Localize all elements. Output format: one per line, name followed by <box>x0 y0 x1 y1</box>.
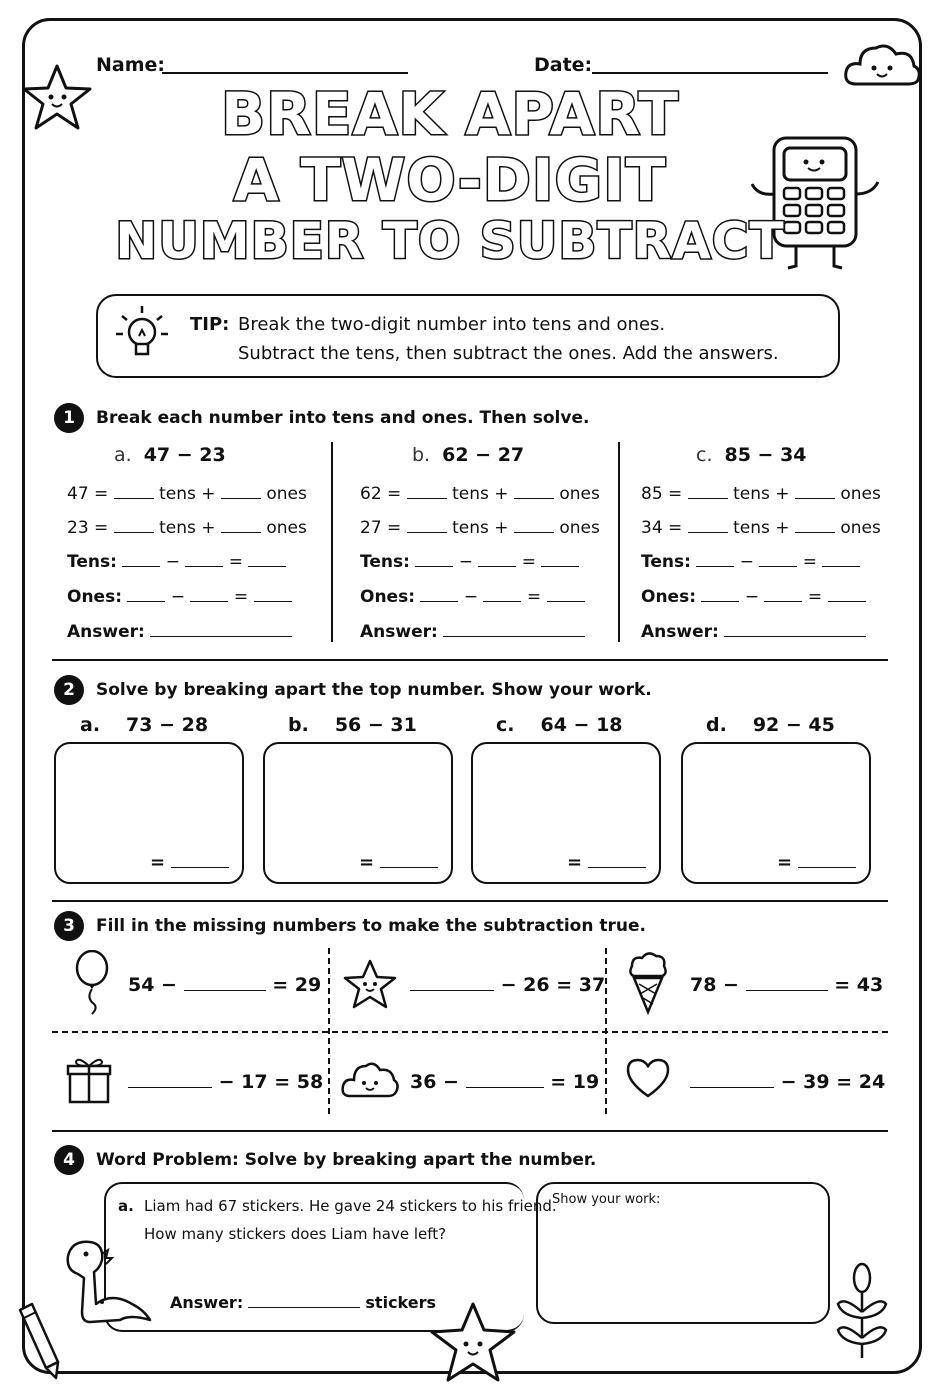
word-problem-answer-row: Answer: stickers <box>170 1293 437 1312</box>
section-4-title: Word Problem: Solve by breaking apart the number. <box>96 1150 597 1170</box>
gift-icon <box>66 1054 112 1104</box>
blank-field[interactable] <box>541 553 579 567</box>
blank-field[interactable] <box>407 485 447 499</box>
s1-a-tens-row: Tens: − = <box>67 552 286 572</box>
blank-field[interactable] <box>822 553 860 567</box>
show-work-box[interactable] <box>536 1182 830 1324</box>
blank-field[interactable] <box>746 977 828 991</box>
tip-line-1: Break the two-digit number into tens and ones. <box>238 314 666 335</box>
s2-work-box-b[interactable] <box>263 742 453 884</box>
blank-field[interactable] <box>688 485 728 499</box>
blank-field[interactable] <box>420 588 458 602</box>
blank-field[interactable] <box>795 485 835 499</box>
s3-item-3: 78 − = 43 <box>690 974 884 996</box>
blank-field[interactable] <box>221 485 261 499</box>
s2-equals: = <box>150 852 229 873</box>
s1-c-row-1: 85 = tens + ones <box>641 484 881 504</box>
s1-b-row-2: 27 = tens + ones <box>360 518 600 538</box>
blank-field[interactable] <box>122 553 160 567</box>
plant-icon <box>832 1262 892 1362</box>
blank-field[interactable] <box>114 519 154 533</box>
s1-a-row-2: 23 = tens + ones <box>67 518 307 538</box>
blank-field[interactable] <box>407 519 447 533</box>
blank-field[interactable] <box>696 553 734 567</box>
section-divider <box>52 1130 888 1132</box>
s1-problem-b-heading: b. 62 − 27 <box>412 444 525 466</box>
star-icon <box>342 958 398 1010</box>
blank-field[interactable] <box>185 553 223 567</box>
s3-item-2: − 26 = 37 <box>410 974 605 996</box>
name-field[interactable] <box>162 54 408 74</box>
blank-field[interactable] <box>190 588 228 602</box>
blank-field[interactable] <box>254 588 292 602</box>
answer-field[interactable] <box>588 854 646 868</box>
page-title <box>110 80 790 280</box>
section-2-badge: 2 <box>54 675 84 705</box>
blank-field[interactable] <box>410 977 494 991</box>
title-line-3: NUMBER TO SUBTRACT <box>115 212 785 270</box>
blank-field[interactable] <box>114 485 154 499</box>
tip-label: TIP: <box>190 314 230 335</box>
blank-field[interactable] <box>248 553 286 567</box>
section-4-badge: 4 <box>54 1145 84 1175</box>
blank-field[interactable] <box>483 588 521 602</box>
s1-c-ones-row: Ones: − = <box>641 587 866 607</box>
s2-equals: = <box>777 852 856 873</box>
s1-b-ones-row: Ones: − = <box>360 587 585 607</box>
s3-item-4: − 17 = 58 <box>128 1071 323 1093</box>
lightbulb-icon <box>114 304 170 368</box>
blank-field[interactable] <box>828 588 866 602</box>
blank-field[interactable] <box>478 553 516 567</box>
show-work-label: Show your work: <box>552 1192 661 1207</box>
date-field[interactable] <box>592 54 828 74</box>
answer-field[interactable] <box>380 854 438 868</box>
name-label: Name: <box>96 54 166 76</box>
section-1-title: Break each number into tens and ones. Then solve. <box>96 408 590 428</box>
blank-field[interactable] <box>128 1074 212 1088</box>
column-divider <box>331 442 333 642</box>
s2-problem-c-label: c. 64 − 18 <box>496 714 623 736</box>
section-divider <box>52 659 888 661</box>
blank-field[interactable] <box>221 519 261 533</box>
heart-icon <box>624 1056 672 1100</box>
s3-item-1: 54 − = 29 <box>128 974 322 996</box>
section-1-badge: 1 <box>54 403 84 433</box>
date-label: Date: <box>534 54 593 76</box>
blank-field[interactable] <box>127 588 165 602</box>
s1-c-row-2: 34 = tens + ones <box>641 518 881 538</box>
tip-box <box>96 294 840 378</box>
s3-item-6: − 39 = 24 <box>690 1071 885 1093</box>
ice-cream-icon <box>626 950 670 1016</box>
title-line-2: A TWO-DIGIT <box>233 146 667 214</box>
s2-equals: = <box>567 852 646 873</box>
pencil-icon <box>12 1300 62 1380</box>
s1-b-row-1: 62 = tens + ones <box>360 484 600 504</box>
dinosaur-icon <box>60 1234 156 1330</box>
blank-field[interactable] <box>466 1074 544 1088</box>
blank-field[interactable] <box>795 519 835 533</box>
answer-field[interactable] <box>724 623 866 637</box>
s1-b-answer-row: Answer: <box>360 622 585 642</box>
blank-field[interactable] <box>514 485 554 499</box>
blank-field[interactable] <box>759 553 797 567</box>
blank-field[interactable] <box>415 553 453 567</box>
s1-a-row-1: 47 = tens + ones <box>67 484 307 504</box>
blank-field[interactable] <box>690 1074 774 1088</box>
cloud-icon <box>842 38 922 90</box>
s2-problem-d-label: d. 92 − 45 <box>706 714 835 736</box>
s2-work-box-a[interactable] <box>54 742 244 884</box>
word-problem-letter: a. <box>118 1197 134 1215</box>
blank-field[interactable] <box>688 519 728 533</box>
blank-field[interactable] <box>514 519 554 533</box>
title-line-1: BREAK APART <box>220 80 680 148</box>
blank-field[interactable] <box>701 588 739 602</box>
section-divider <box>52 900 888 902</box>
answer-field[interactable] <box>171 854 229 868</box>
grid-divider <box>52 1031 888 1033</box>
cloud-icon <box>340 1058 400 1100</box>
answer-field[interactable] <box>248 1294 360 1308</box>
balloon-icon <box>72 950 112 1016</box>
section-2-title: Solve by breaking apart the top number. Show your work. <box>96 680 652 700</box>
word-problem-line-2: How many stickers does Liam have left? <box>144 1225 447 1243</box>
column-divider <box>618 442 620 642</box>
s2-problem-a-label: a. 73 − 28 <box>80 714 209 736</box>
section-3-title: Fill in the missing numbers to make the subtraction true. <box>96 916 646 936</box>
s2-work-box-d[interactable] <box>681 742 871 884</box>
star-icon <box>20 62 94 132</box>
s1-a-answer-row: Answer: <box>67 622 292 642</box>
tip-line-2: Subtract the tens, then subtract the ones. Add the answers. <box>238 343 779 364</box>
s2-equals: = <box>359 852 438 873</box>
blank-field[interactable] <box>764 588 802 602</box>
s1-a-ones-row: Ones: − = <box>67 587 292 607</box>
s1-c-answer-row: Answer: <box>641 622 866 642</box>
answer-field[interactable] <box>150 623 292 637</box>
s3-item-5: 36 − = 19 <box>410 1071 600 1093</box>
blank-field[interactable] <box>184 977 266 991</box>
s1-problem-c-heading: c. 85 − 34 <box>696 444 807 466</box>
s2-problem-b-label: b. 56 − 31 <box>288 714 417 736</box>
section-3-badge: 3 <box>54 911 84 941</box>
s2-work-box-c[interactable] <box>471 742 661 884</box>
blank-field[interactable] <box>547 588 585 602</box>
star-icon <box>428 1300 518 1384</box>
answer-field[interactable] <box>798 854 856 868</box>
s1-problem-a-heading: a. 47 − 23 <box>114 444 226 466</box>
answer-field[interactable] <box>443 623 585 637</box>
word-problem-line-1: Liam had 67 stickers. He gave 24 stickers to his friend. <box>144 1197 557 1215</box>
s1-b-tens-row: Tens: − = <box>360 552 579 572</box>
s1-c-tens-row: Tens: − = <box>641 552 860 572</box>
